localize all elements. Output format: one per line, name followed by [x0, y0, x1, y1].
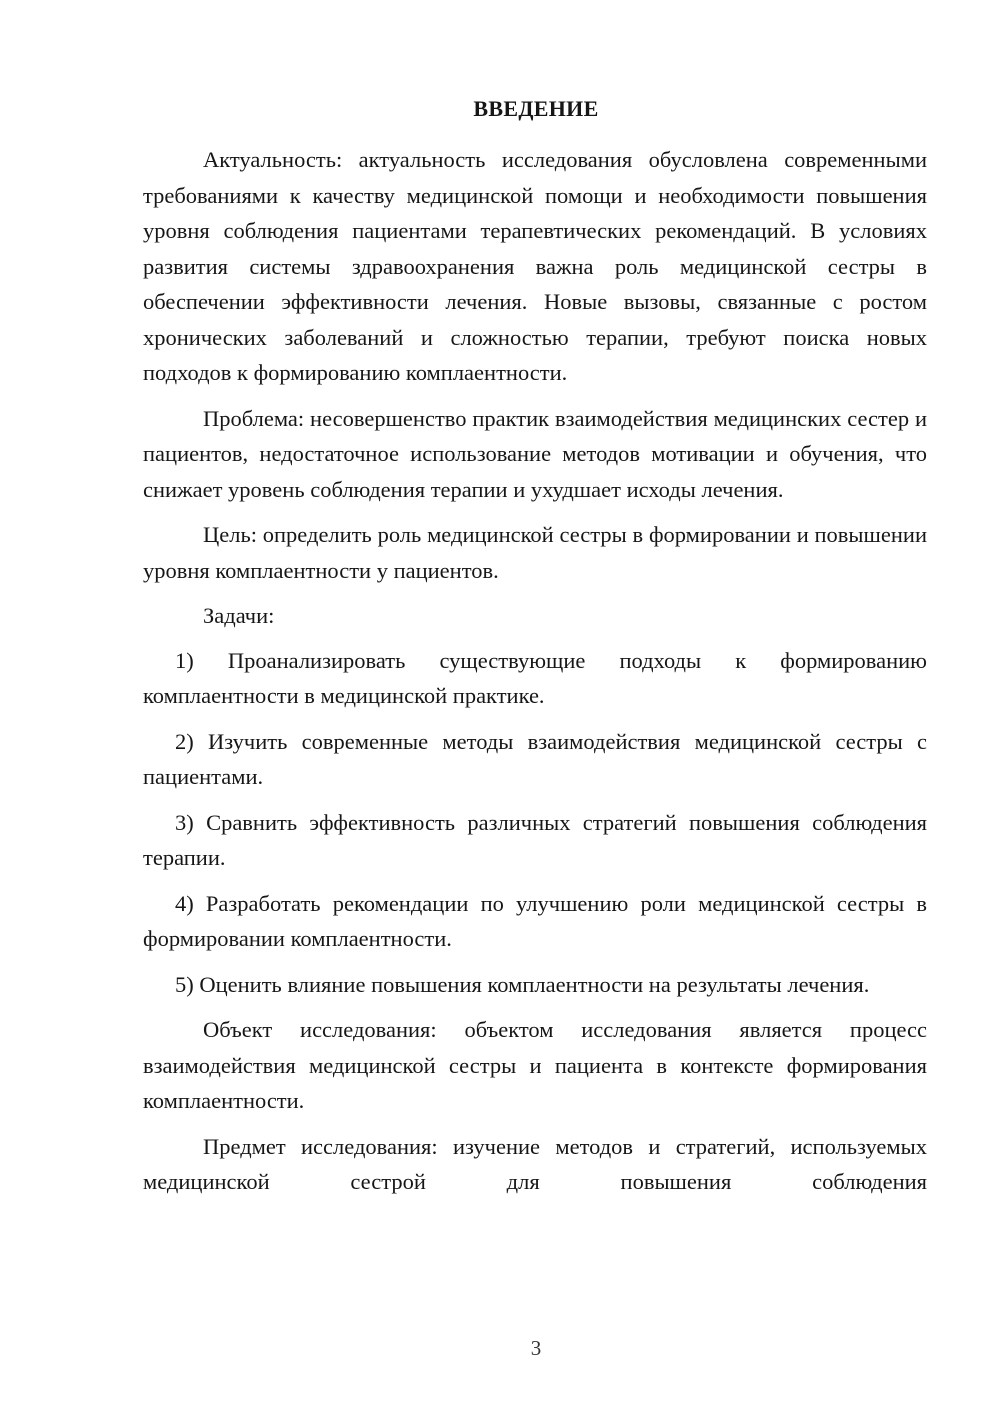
- page-number: 3: [530, 1336, 542, 1360]
- section-heading: ВВЕДЕНИЕ: [473, 96, 599, 121]
- task-item-4: 4) Разработать рекомендации по улучшению роли медицинской сестры в формировании комплаентности.: [143, 890, 927, 951]
- problem-paragraph: Проблема: несовершенство практик взаимодействия медицинских сестер и пациентов, недостаточное использование методов мотивации и обучения, что снижает уровень соблюдения терапии и ухудшает исходы лечения.: [143, 405, 927, 502]
- task-item-2: 2) Изучить современные методы взаимодействия медицинской сестры с пациентами.: [143, 728, 927, 789]
- relevance-paragraph: Актуальность: актуальность исследования обусловлена современными требованиями к качеству медицинской помощи и необходимости повышения уровня соблюдения пациентами терапевтических рекомендаций. В условиях развития системы здравоохранения важна роль медицинской сестры в обеспечении эффективности лечения. Новые вызовы, связанные с ростом хронических заболеваний и сложностью терапии, требуют поиска новых подходов к формированию комплаентности.: [143, 147, 927, 385]
- body-text: [143, 142, 927, 1200]
- task-item-5: 5) Оценить влияние повышения комплаентности на результаты лечения.: [175, 971, 870, 997]
- tasks-label: Задачи:: [203, 603, 275, 628]
- object-paragraph: Объект исследования: объектом исследования является процесс взаимодействия медицинской сестры и пациента в контексте формирования комплаентности.: [143, 1017, 927, 1113]
- task-item-3: 3) Сравнить эффективность различных стратегий повышения соблюдения терапии.: [143, 809, 927, 870]
- subject-paragraph: Предмет исследования: изучение методов и стратегий, используемых медицинской сестрой для повышения соблюдения: [143, 1133, 927, 1194]
- task-item-1: 1) Проанализировать существующие подходы к формированию комплаентности в медицинской практике.: [143, 647, 927, 708]
- goal-paragraph: Цель: определить роль медицинской сестры в формировании и повышении уровня комплаентности у пациентов.: [143, 522, 927, 583]
